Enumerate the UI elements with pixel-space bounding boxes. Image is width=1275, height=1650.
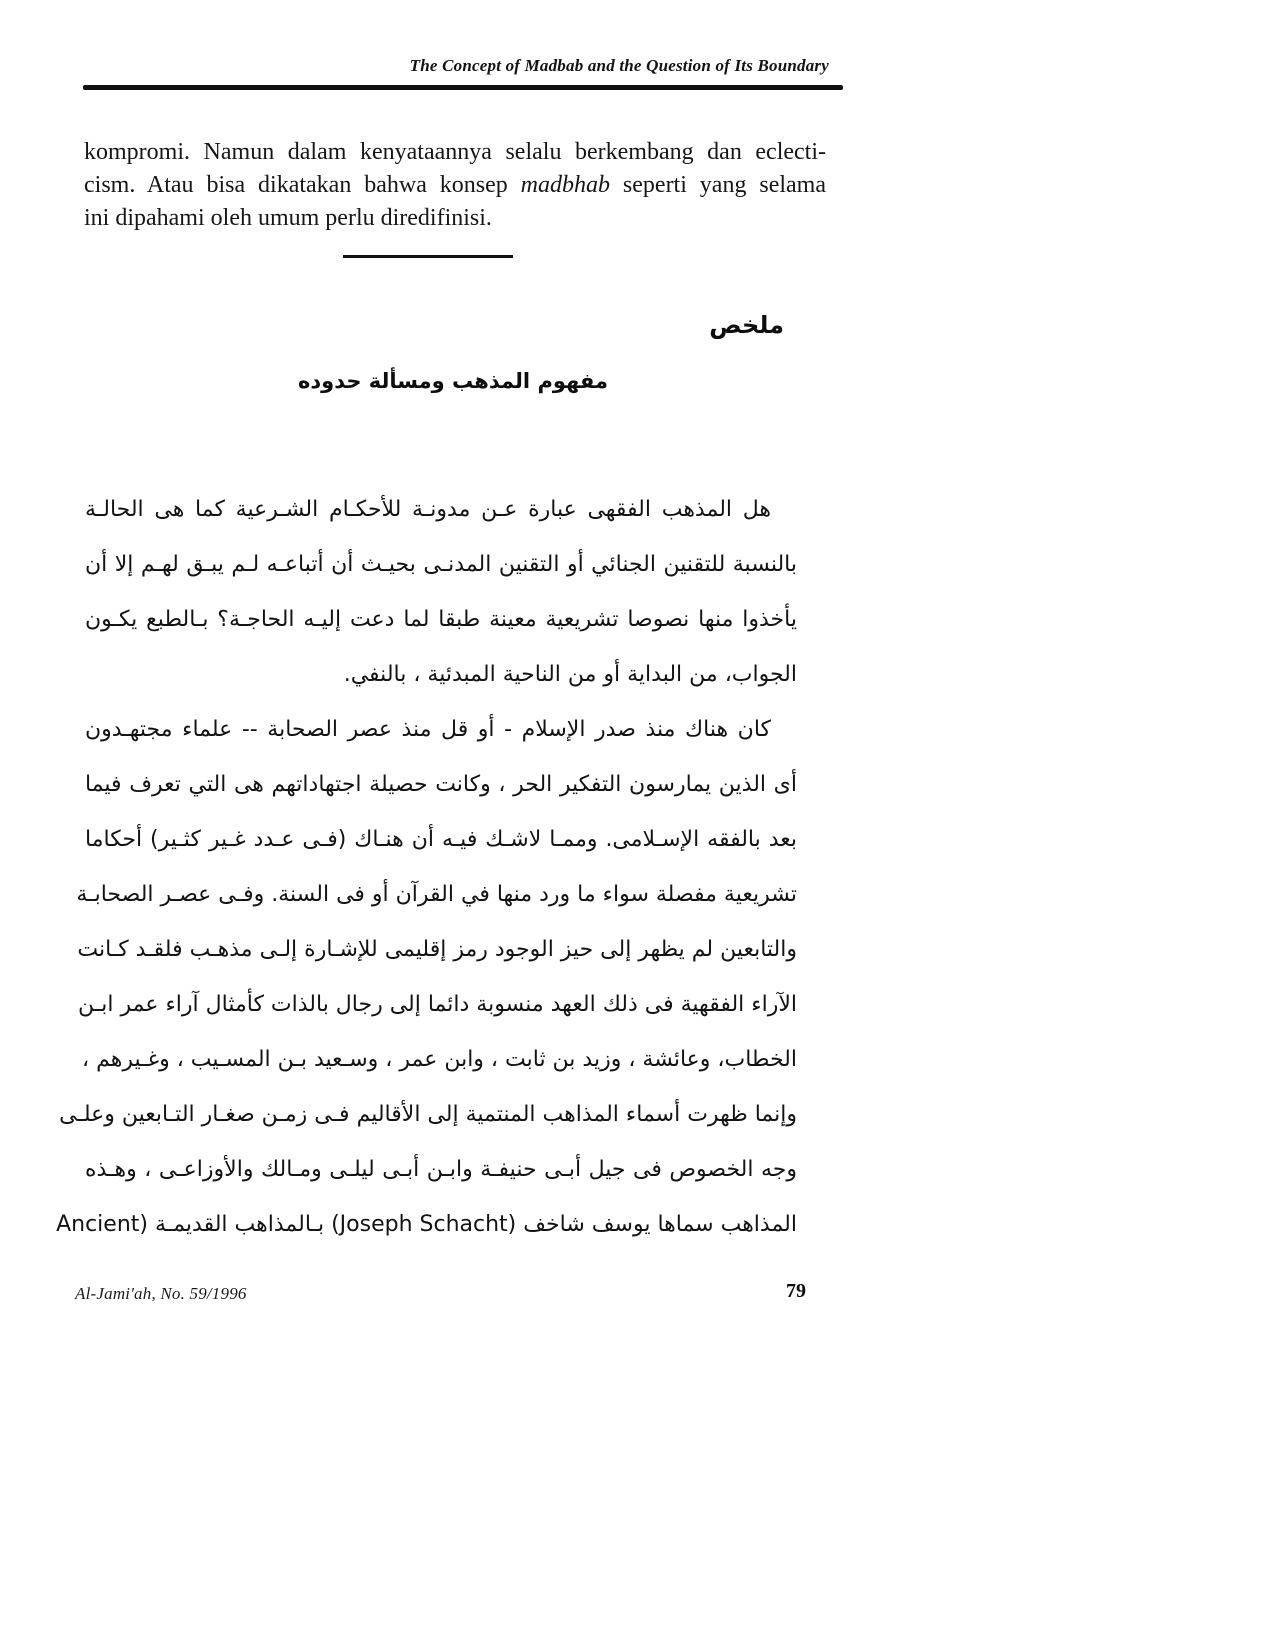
- arabic-line: يأخذوا منها نصوصا تشريعية معينة طبقا لما دعت إليـه الحاجـة؟ بـالطبع يكـون: [85, 607, 797, 632]
- arabic-body-text: [56, 482, 797, 1252]
- page-number: 79: [786, 1280, 806, 1302]
- arabic-line: الخطاب، وعائشة ، وزيد بن ثابت ، وابن عمر ، وسـعيد بـن المسـيب ، وغـيرهم ،: [82, 1047, 797, 1072]
- arabic-line: تشريعية مفصلة سواء ما ورد منها في القرآن أو فى السنة. وفـى عصـر الصحابـة: [76, 882, 797, 907]
- arabic-line: المذاهب سماها يوسف شاخف (Joseph Schacht) بـالمذاهب القديمـة (Ancient: [56, 1212, 797, 1237]
- arabic-line: وجه الخصوص فى جيل أبـى حنيفـة وابـن أبـى ليلـى ومـالك والأوزاعـى ، وهـذه: [85, 1157, 797, 1182]
- arabic-line: الجواب، من البداية أو من الناحية المبدئية ، بالنفي.: [343, 662, 797, 687]
- indonesian-line-2-italic-term: madbhab: [520, 172, 611, 198]
- arabic-summary-label-text: ملخص: [709, 311, 784, 339]
- header-rule: [83, 85, 843, 90]
- footer-journal-citation: Al-Jami'ah, No. 59/1996: [75, 1284, 247, 1303]
- running-head-title: The Concept of Madbab and the Question of Its Boundary: [409, 56, 829, 75]
- arabic-line: وإنما ظهرت أسماء المذاهب المنتمية إلى الأقاليم فـى زمـن صغـار التـابعين وعلـى: [59, 1102, 797, 1127]
- arabic-line: هل المذهب الفقهى عبارة عـن مدونـة للأحكـام الشـرعية كما هى الحالـة: [85, 497, 771, 522]
- arabic-line: والتابعين لم يظهر إلى حيز الوجود رمز إقليمى للإشـارة إلـى مذهـب فلقـد كـانت: [77, 937, 797, 962]
- arabic-section-title: مفهوم المذهب ومسألة حدوده: [298, 369, 608, 393]
- indonesian-paragraph: [84, 136, 826, 235]
- arabic-line: الآراء الفقهية فى ذلك العهد منسوبة دائما إلى رجال بالذات كأمثال آراء عمر ابـن: [78, 992, 797, 1017]
- indonesian-line-2-post: seperti yang selama: [610, 172, 826, 198]
- indonesian-line-3: ini dipahami oleh umum perlu diredifinisi.: [84, 205, 492, 231]
- arabic-line: أى الذين يمارسون التفكير الحر ، وكانت حصيلة اجتهاداتهم هى التي تعرف فيما: [85, 772, 797, 797]
- arabic-line: بالنسبة للتقنين الجنائي أو التقنين المدنـى بحيـث أن أتباعـه لـم يبـق لهـم إلا أن: [85, 552, 797, 577]
- indonesian-line-1: kompromi. Namun dalam kenyataannya selalu berkembang dan eclecti-: [84, 139, 826, 165]
- indonesian-line-2-pre: cism. Atau bisa dikatakan bahwa konsep: [84, 172, 521, 198]
- arabic-summary-label: [560, 311, 784, 339]
- indonesian-line-2: [84, 169, 826, 202]
- arabic-line: كان هناك منذ صدر الإسلام - أو قل منذ عصر الصحابة -- علماء مجتهـدون: [85, 717, 771, 742]
- section-divider-rule: [343, 255, 513, 258]
- arabic-line: بعد بالفقه الإسـلامى. وممـا لاشـك فيـه أن هنـاك (فـى عـدد غـير كثـير) أحكاما: [85, 827, 797, 852]
